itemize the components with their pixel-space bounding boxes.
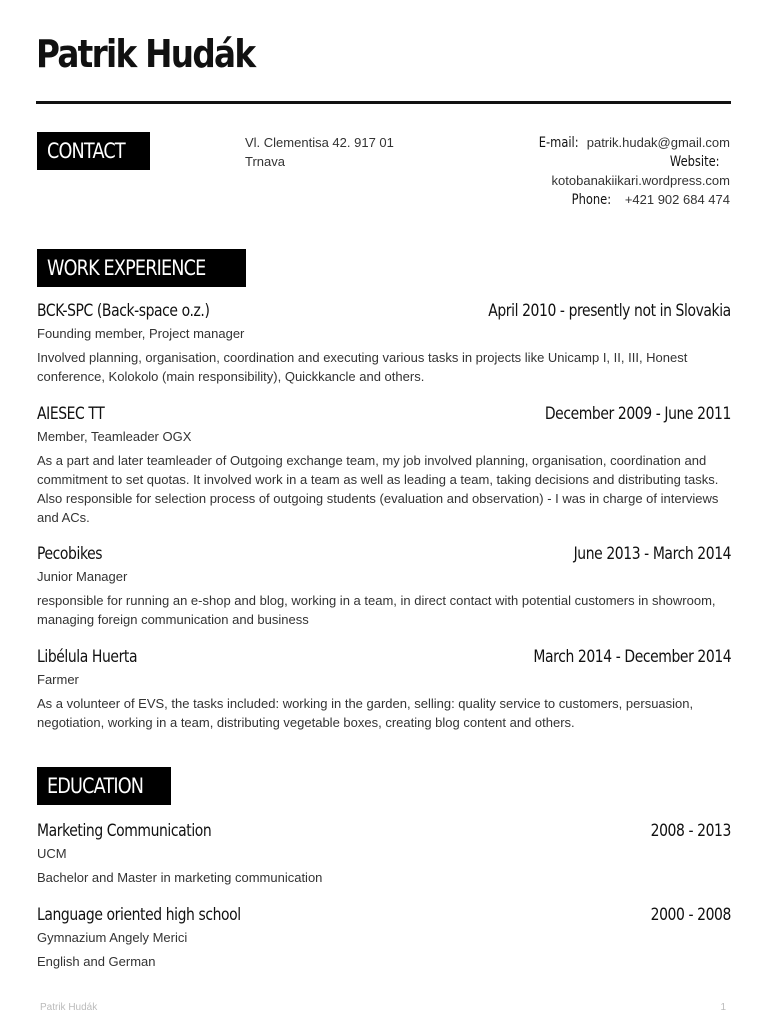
- entry-date: June 2013 - March 2014: [573, 544, 731, 564]
- entry-role: Member, Teamleader OGX: [37, 429, 192, 444]
- email-value[interactable]: patrik.hudak@gmail.com: [586, 135, 730, 150]
- contact-address: Vl. Clementisa 42. 917 01 Trnava: [245, 135, 394, 169]
- section-label-work: WORK EXPERIENCE: [37, 249, 246, 287]
- phone-value: +421 902 684 474: [624, 192, 730, 207]
- education-entry: [37, 905, 731, 971]
- entry-description: responsible for running an e-shop and blog, working in a team, in direct contact with potential customers in showroom, managing foreign communication and business: [37, 593, 716, 627]
- entry-date: 2000 - 2008: [650, 905, 731, 925]
- website-value-row: [410, 171, 730, 190]
- work-entry: [37, 404, 731, 527]
- work-entry: [37, 544, 731, 629]
- website-label: Website:: [670, 154, 720, 170]
- entry-date: December 2009 - June 2011: [544, 404, 731, 424]
- entry-title: BCK-SPC (Back-space o.z.): [37, 301, 210, 321]
- entry-role: Founding member, Project manager: [37, 326, 245, 341]
- education-entry: [37, 821, 731, 887]
- entry-date: 2008 - 2013: [650, 821, 731, 841]
- phone-row: [410, 190, 730, 209]
- entry-description: As a volunteer of EVS, the tasks included: working in the garden, selling: quality service to customers, persuasion, negotiation, working in a team, distributing vegetable boxes, creating blog content and others.: [37, 696, 694, 730]
- entry-school: Gymnazium Angely Merici: [37, 930, 188, 945]
- contact-details: [410, 133, 730, 209]
- entry-description: Bachelor and Master in marketing communication: [37, 870, 323, 885]
- website-label-row: [410, 152, 730, 171]
- entry-description: Involved planning, organisation, coordination and executing various tasks in projects like Unicamp I, II, III, Honest conference, Kolokolo (main responsibility), Quickkancle and others.: [37, 350, 688, 384]
- header-rule: [36, 101, 731, 104]
- entry-title: Language oriented high school: [37, 905, 241, 925]
- entry-date: April 2010 - presently not in Slovakia: [488, 301, 731, 321]
- section-label-education: EDUCATION: [37, 767, 171, 805]
- email-label: E-mail:: [539, 135, 580, 151]
- page-number: 1: [720, 1002, 726, 1013]
- work-entry: [37, 647, 731, 732]
- phone-label: Phone:: [571, 192, 612, 208]
- footer-name: Patrik Hudák: [40, 1002, 98, 1013]
- resume-name: Patrik Hudák: [36, 32, 255, 76]
- entry-description: As a part and later teamleader of Outgoing exchange team, my job involved planning, organisation, coordination and commitment to set quotas. It involved work in a team as well as leading a team, taking decisions and distributing tasks. Also responsible for selection process of outgoing students (evaluation and observation) - I was in charge of interviews and ACs.: [37, 453, 719, 525]
- entry-date: March 2014 - December 2014: [533, 647, 731, 667]
- email-row: [410, 133, 730, 152]
- entry-title: Pecobikes: [37, 544, 103, 564]
- entry-school: UCM: [37, 846, 67, 861]
- entry-role: Junior Manager: [37, 569, 128, 584]
- section-label-contact: CONTACT: [37, 132, 150, 170]
- entry-description: English and German: [37, 954, 156, 969]
- entry-title: AIESEC TT: [37, 404, 105, 424]
- entry-title: Marketing Communication: [37, 821, 212, 841]
- work-entry: [37, 301, 731, 386]
- website-value[interactable]: kotobanakiikari.wordpress.com: [551, 173, 730, 188]
- entry-title: Libélula Huerta: [37, 647, 138, 667]
- entry-role: Farmer: [37, 672, 79, 687]
